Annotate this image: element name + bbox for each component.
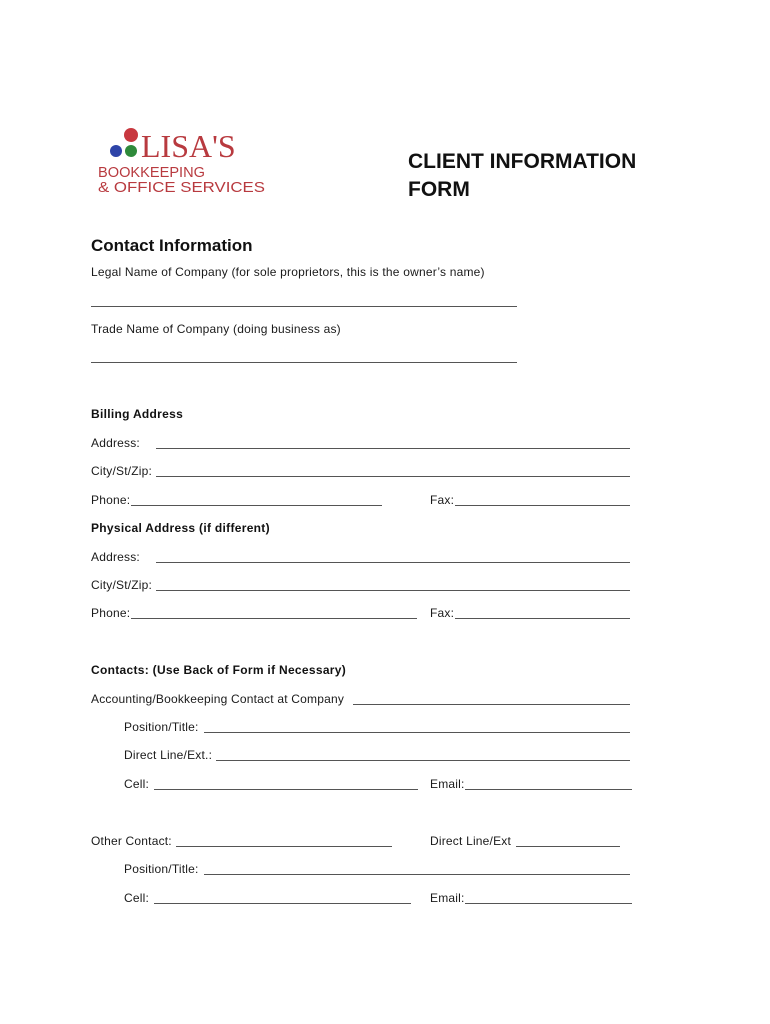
logo-dot-green [125,145,137,157]
legal-name-label: Legal Name of Company (for sole proprietors, this is the owner’s name) [91,265,485,279]
physical-fax-label: Fax: [430,606,455,620]
logo-dot-red [124,128,138,142]
billing-address-label: Address: [91,436,140,450]
contacts-heading: Contacts: (Use Back of Form if Necessary) [91,663,347,677]
billing-phone-field[interactable] [131,505,382,506]
billing-fax-field[interactable] [455,505,630,506]
logo-dot-blue [110,145,122,157]
billing-address-field[interactable] [156,448,630,449]
billing-fax-label: Fax: [430,493,455,507]
accounting-contact-field[interactable] [353,704,630,705]
contact-info-heading: Contact Information [91,236,253,255]
billing-city-label: City/St/Zip: [91,464,153,478]
other-email-field[interactable] [465,903,632,904]
direct-line-field[interactable] [216,760,630,761]
email-label: Email: [430,777,465,791]
billing-phone-label: Phone: [91,493,131,507]
trade-name-field[interactable] [91,362,517,363]
physical-fax-field[interactable] [455,618,630,619]
trade-name-label: Trade Name of Company (doing business as) [91,322,341,336]
direct-line-label: Direct Line/Ext.: [124,748,213,762]
physical-phone-label: Phone: [91,606,131,620]
form-title-line1: CLIENT INFORMATION [408,150,637,173]
company-logo [94,127,274,197]
other-cell-label: Cell: [124,891,150,905]
position-title-label: Position/Title: [124,720,199,734]
other-direct-line-field[interactable] [516,846,620,847]
billing-city-field[interactable] [156,476,630,477]
physical-address-field[interactable] [156,562,630,563]
logo-line1: LISA'S [141,128,236,164]
other-contact-label: Other Contact: [91,834,172,848]
position-title-field[interactable] [204,732,630,733]
physical-city-field[interactable] [156,590,630,591]
other-position-title-label: Position/Title: [124,862,199,876]
cell-label: Cell: [124,777,150,791]
logo-line3: & OFFICE SERVICES [98,179,265,196]
billing-address-heading: Billing Address [91,407,184,421]
email-field[interactable] [465,789,632,790]
accounting-contact-label: Accounting/Bookkeeping Contact at Company [91,692,345,706]
physical-city-label: City/St/Zip: [91,578,153,592]
physical-phone-field[interactable] [131,618,417,619]
logo-graphic [94,127,274,197]
physical-address-heading: Physical Address (if different) [91,521,270,535]
form-title-line2: FORM [408,178,470,201]
cell-field[interactable] [154,789,418,790]
legal-name-field[interactable] [91,306,517,307]
other-direct-line-label: Direct Line/Ext [430,834,512,848]
logo-line2: BOOKKEEPING [98,164,205,181]
other-email-label: Email: [430,891,465,905]
other-position-title-field[interactable] [204,874,630,875]
other-cell-field[interactable] [154,903,411,904]
other-contact-field[interactable] [176,846,392,847]
physical-address-label: Address: [91,550,140,564]
